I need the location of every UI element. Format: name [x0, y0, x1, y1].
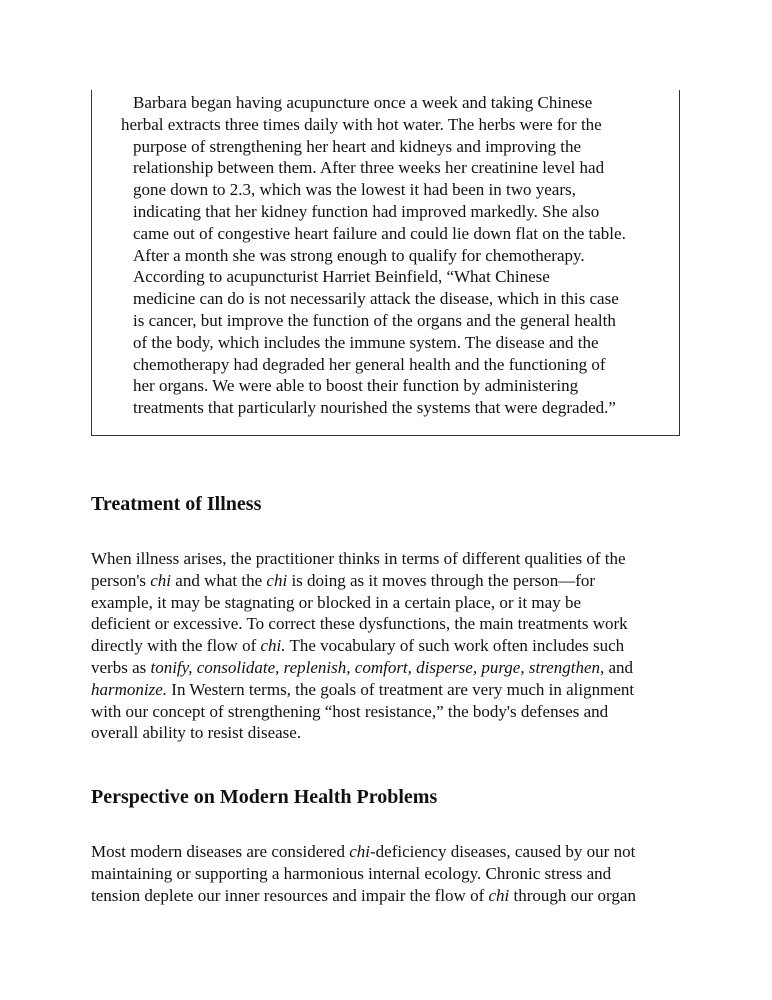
text-run: is doing as it moves through the person—for — [287, 570, 596, 590]
text-line: chemotherapy had degraded her general health and the functioning of — [133, 354, 606, 374]
text-line — [91, 635, 691, 657]
text-run: When illness arises, the practitioner thinks in terms of different qualities of the — [91, 549, 626, 568]
text-line — [91, 570, 691, 592]
section-heading-treatment: Treatment of Illness — [91, 493, 262, 515]
section-body-treatment — [91, 548, 691, 744]
text-run: and what the — [171, 570, 267, 590]
text-line: relationship between them. After three weeks her creatinine level had — [133, 158, 605, 178]
text-line: According to acupuncturist Harriet Beinfield, “What Chinese — [133, 267, 550, 287]
text-line — [91, 863, 691, 885]
text-line: After a month she was strong enough to qualify for chemotherapy. — [133, 245, 585, 265]
sidebar-paragraph — [121, 92, 661, 266]
text-run: person's — [91, 570, 151, 590]
text-run: -deficiency diseases, caused by our not — [370, 842, 636, 861]
italic-term: chi — [488, 885, 510, 905]
text-run: maintaining or supporting a harmonious internal ecology. Chronic stress and — [91, 863, 612, 883]
text-run: with our concept of strengthening “host resistance,” the body's defenses and — [91, 701, 609, 721]
text-line: of the body, which includes the immune system. The disease and the — [133, 332, 599, 352]
italic-term: chi — [349, 842, 371, 861]
text-run: overall ability to resist disease. — [91, 723, 302, 743]
text-line: gone down to 2.3, which was the lowest it had been in two years, — [133, 180, 576, 200]
text-line — [91, 613, 691, 635]
text-line: her organs. We were able to boost their function by administering — [133, 376, 579, 396]
text-run: tension deplete our inner resources and impair the flow of — [91, 885, 489, 905]
text-line: medicine can do is not necessarily attack the disease, which in this case — [133, 289, 619, 309]
italic-term: tonify, consolidate, replenish, comfort, disperse, purge, strengthen, — [150, 657, 605, 677]
text-line: herbal extracts three times daily with hot water. The herbs were for the — [121, 114, 602, 134]
section-body-perspective — [91, 841, 691, 906]
sidebar-case-story — [121, 92, 661, 419]
text-line — [91, 592, 691, 614]
section-heading-perspective: Perspective on Modern Health Problems — [91, 786, 438, 808]
italic-term: chi. — [260, 636, 286, 656]
text-run: deficient or excessive. To correct these dysfunctions, the main treatments work — [91, 614, 628, 634]
text-run: example, it may be stagnating or blocked in a certain place, or it may be — [91, 592, 581, 612]
text-run: In Western terms, the goals of treatment are very much in alignment — [167, 679, 635, 699]
text-line — [91, 657, 691, 679]
text-run: Most modern diseases are considered — [91, 842, 350, 861]
italic-term: chi — [150, 570, 172, 590]
text-run: verbs as — [91, 657, 151, 677]
sidebar-paragraph — [121, 266, 661, 419]
text-line: came out of congestive heart failure and could lie down flat on the table. — [133, 223, 626, 243]
text-line — [91, 885, 691, 907]
italic-term: harmonize. — [91, 679, 168, 699]
text-line — [91, 548, 691, 570]
text-line — [91, 701, 691, 723]
text-run: through our organ — [509, 885, 636, 905]
italic-term: chi — [266, 570, 288, 590]
text-line — [91, 679, 691, 701]
text-run: directly with the flow of — [91, 636, 261, 656]
text-line: is cancer, but improve the function of the organs and the general health — [133, 310, 616, 330]
text-run: The vocabulary of such work often includes such — [285, 636, 625, 656]
text-line: treatments that particularly nourished the systems that were degraded.” — [133, 398, 616, 418]
text-line: purpose of strengthening her heart and kidneys and improving the — [133, 136, 582, 156]
text-line: Barbara began having acupuncture once a week and taking Chinese — [133, 93, 593, 112]
text-run: and — [604, 657, 634, 677]
text-line — [91, 841, 691, 863]
text-line — [91, 722, 691, 744]
text-line: indicating that her kidney function had improved markedly. She also — [133, 201, 600, 221]
